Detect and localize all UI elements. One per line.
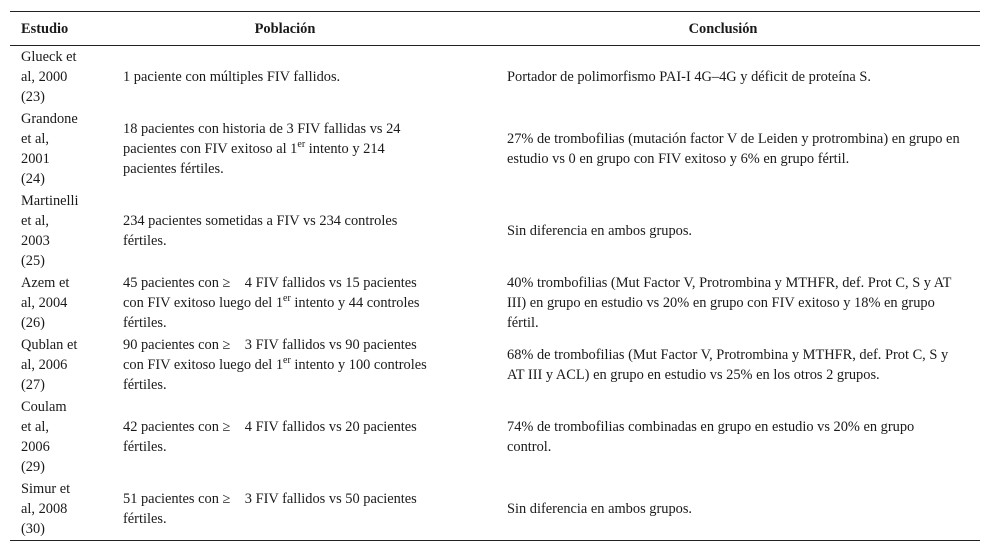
studies-table-container xyxy=(10,11,980,541)
table-row xyxy=(10,334,980,396)
cell-estudio xyxy=(10,396,104,478)
cell-estudio xyxy=(10,108,104,190)
table-row xyxy=(10,190,980,272)
cell-poblacion xyxy=(104,272,466,334)
cell-estudio xyxy=(10,190,104,272)
estudio-line: et al, xyxy=(21,419,49,435)
estudio-line: et al, xyxy=(21,131,49,147)
table-row xyxy=(10,396,980,478)
estudio-line: (30) xyxy=(21,521,45,537)
header-row xyxy=(10,12,980,46)
estudio-line: al, 2006 xyxy=(21,357,68,373)
header-conclusion: Conclusión xyxy=(688,20,758,37)
estudio-line: Azem et xyxy=(21,275,70,291)
cell-poblacion xyxy=(104,46,466,109)
estudio-line: Qublan et xyxy=(21,337,78,353)
cell-poblacion xyxy=(104,108,466,190)
poblacion-text-cont: intento y 100 controles fértiles. xyxy=(123,357,427,393)
poblacion-text: 42 pacientes con ≥ 4 FIV fallidos vs 20 pacientes fértiles. xyxy=(123,419,421,455)
header-estudio: Estudio xyxy=(21,20,69,37)
estudio-line: 2006 xyxy=(21,439,50,455)
cell-conclusion: 27% de trombofilias (mutación factor V de Leiden y protrombina) en grupo en estudio vs 0 en grupo con FIV exitoso y 6% en grupo fértil. xyxy=(507,131,960,167)
cell-conclusion: Sin diferencia en ambos grupos. xyxy=(507,223,693,239)
estudio-line: Grandone xyxy=(21,111,78,127)
table-row xyxy=(10,46,980,109)
header-poblacion: Población xyxy=(254,20,316,37)
cell-conclusion: 40% trombofilias (Mut Factor V, Protrombina y MTHFR, def. Prot C, S y AT III) en grupo en estudio vs 20% en grupo con FIV exitoso y 18% en grupo fértil. xyxy=(507,275,952,331)
estudio-line: al, 2008 xyxy=(21,501,68,517)
estudio-line: Simur et xyxy=(21,481,71,497)
poblacion-text: 45 pacientes con ≥ 4 FIV fallidos vs 15 pacientes con FIV exitoso luego del 1 xyxy=(123,275,421,311)
estudio-line: (27) xyxy=(21,377,45,393)
estudio-line: Glueck et xyxy=(21,49,77,65)
table-body xyxy=(10,46,980,541)
table-row xyxy=(10,272,980,334)
estudio-line: (29) xyxy=(21,459,45,475)
estudio-line: al, 2004 xyxy=(21,295,68,311)
poblacion-text: 90 pacientes con ≥ 3 FIV fallidos vs 90 pacientes con FIV exitoso luego del 1 xyxy=(123,337,421,373)
table-row xyxy=(10,478,980,541)
estudio-line: (24) xyxy=(21,171,45,187)
estudio-line: 2001 xyxy=(21,151,50,167)
cell-conclusion: Sin diferencia en ambos grupos. xyxy=(507,501,693,517)
estudio-line: et al, xyxy=(21,213,49,229)
ordinal-superscript: er xyxy=(283,293,291,304)
poblacion-text: 18 pacientes con historia de 3 FIV fallidas vs 24 pacientes con FIV exitoso al 1 xyxy=(123,121,405,157)
estudio-line: Coulam xyxy=(21,399,67,415)
ordinal-superscript: er xyxy=(283,355,291,366)
cell-conclusion: 68% de trombofilias (Mut Factor V, Protrombina y MTHFR, def. Prot C, S y AT III y ACL) en grupo en estudio vs 25% en los otros 2 grupos. xyxy=(507,347,949,383)
cell-conclusion: 74% de trombofilias combinadas en grupo en estudio vs 20% en grupo control. xyxy=(507,419,915,455)
cell-estudio xyxy=(10,272,104,334)
cell-poblacion xyxy=(104,334,466,396)
table-header xyxy=(10,12,980,46)
cell-conclusion: Portador de polimorfismo PAI-I 4G–4G y déficit de proteína S. xyxy=(507,69,871,85)
ordinal-superscript: er xyxy=(297,139,306,150)
poblacion-text-cont: intento y 214 pacientes fértiles. xyxy=(123,141,385,177)
cell-poblacion xyxy=(104,396,466,478)
cell-poblacion xyxy=(104,190,466,272)
estudio-line: (26) xyxy=(21,315,45,331)
poblacion-text: 51 pacientes con ≥ 3 FIV fallidos vs 50 pacientes fértiles. xyxy=(123,491,421,527)
poblacion-text-cont: intento y 44 controles fértiles. xyxy=(123,295,420,331)
estudio-line: 2003 xyxy=(21,233,50,249)
estudio-line: Martinelli xyxy=(21,193,79,209)
studies-table xyxy=(10,11,980,541)
estudio-line: (25) xyxy=(21,253,45,269)
estudio-line: (23) xyxy=(21,89,45,105)
cell-estudio xyxy=(10,46,104,109)
cell-estudio xyxy=(10,478,104,541)
table-row xyxy=(10,108,980,190)
cell-poblacion xyxy=(104,478,466,541)
estudio-line: al, 2000 xyxy=(21,69,68,85)
poblacion-text: 1 paciente con múltiples FIV fallidos. xyxy=(123,69,341,85)
poblacion-text: 234 pacientes sometidas a FIV vs 234 controles fértiles. xyxy=(123,213,401,249)
cell-estudio xyxy=(10,334,104,396)
